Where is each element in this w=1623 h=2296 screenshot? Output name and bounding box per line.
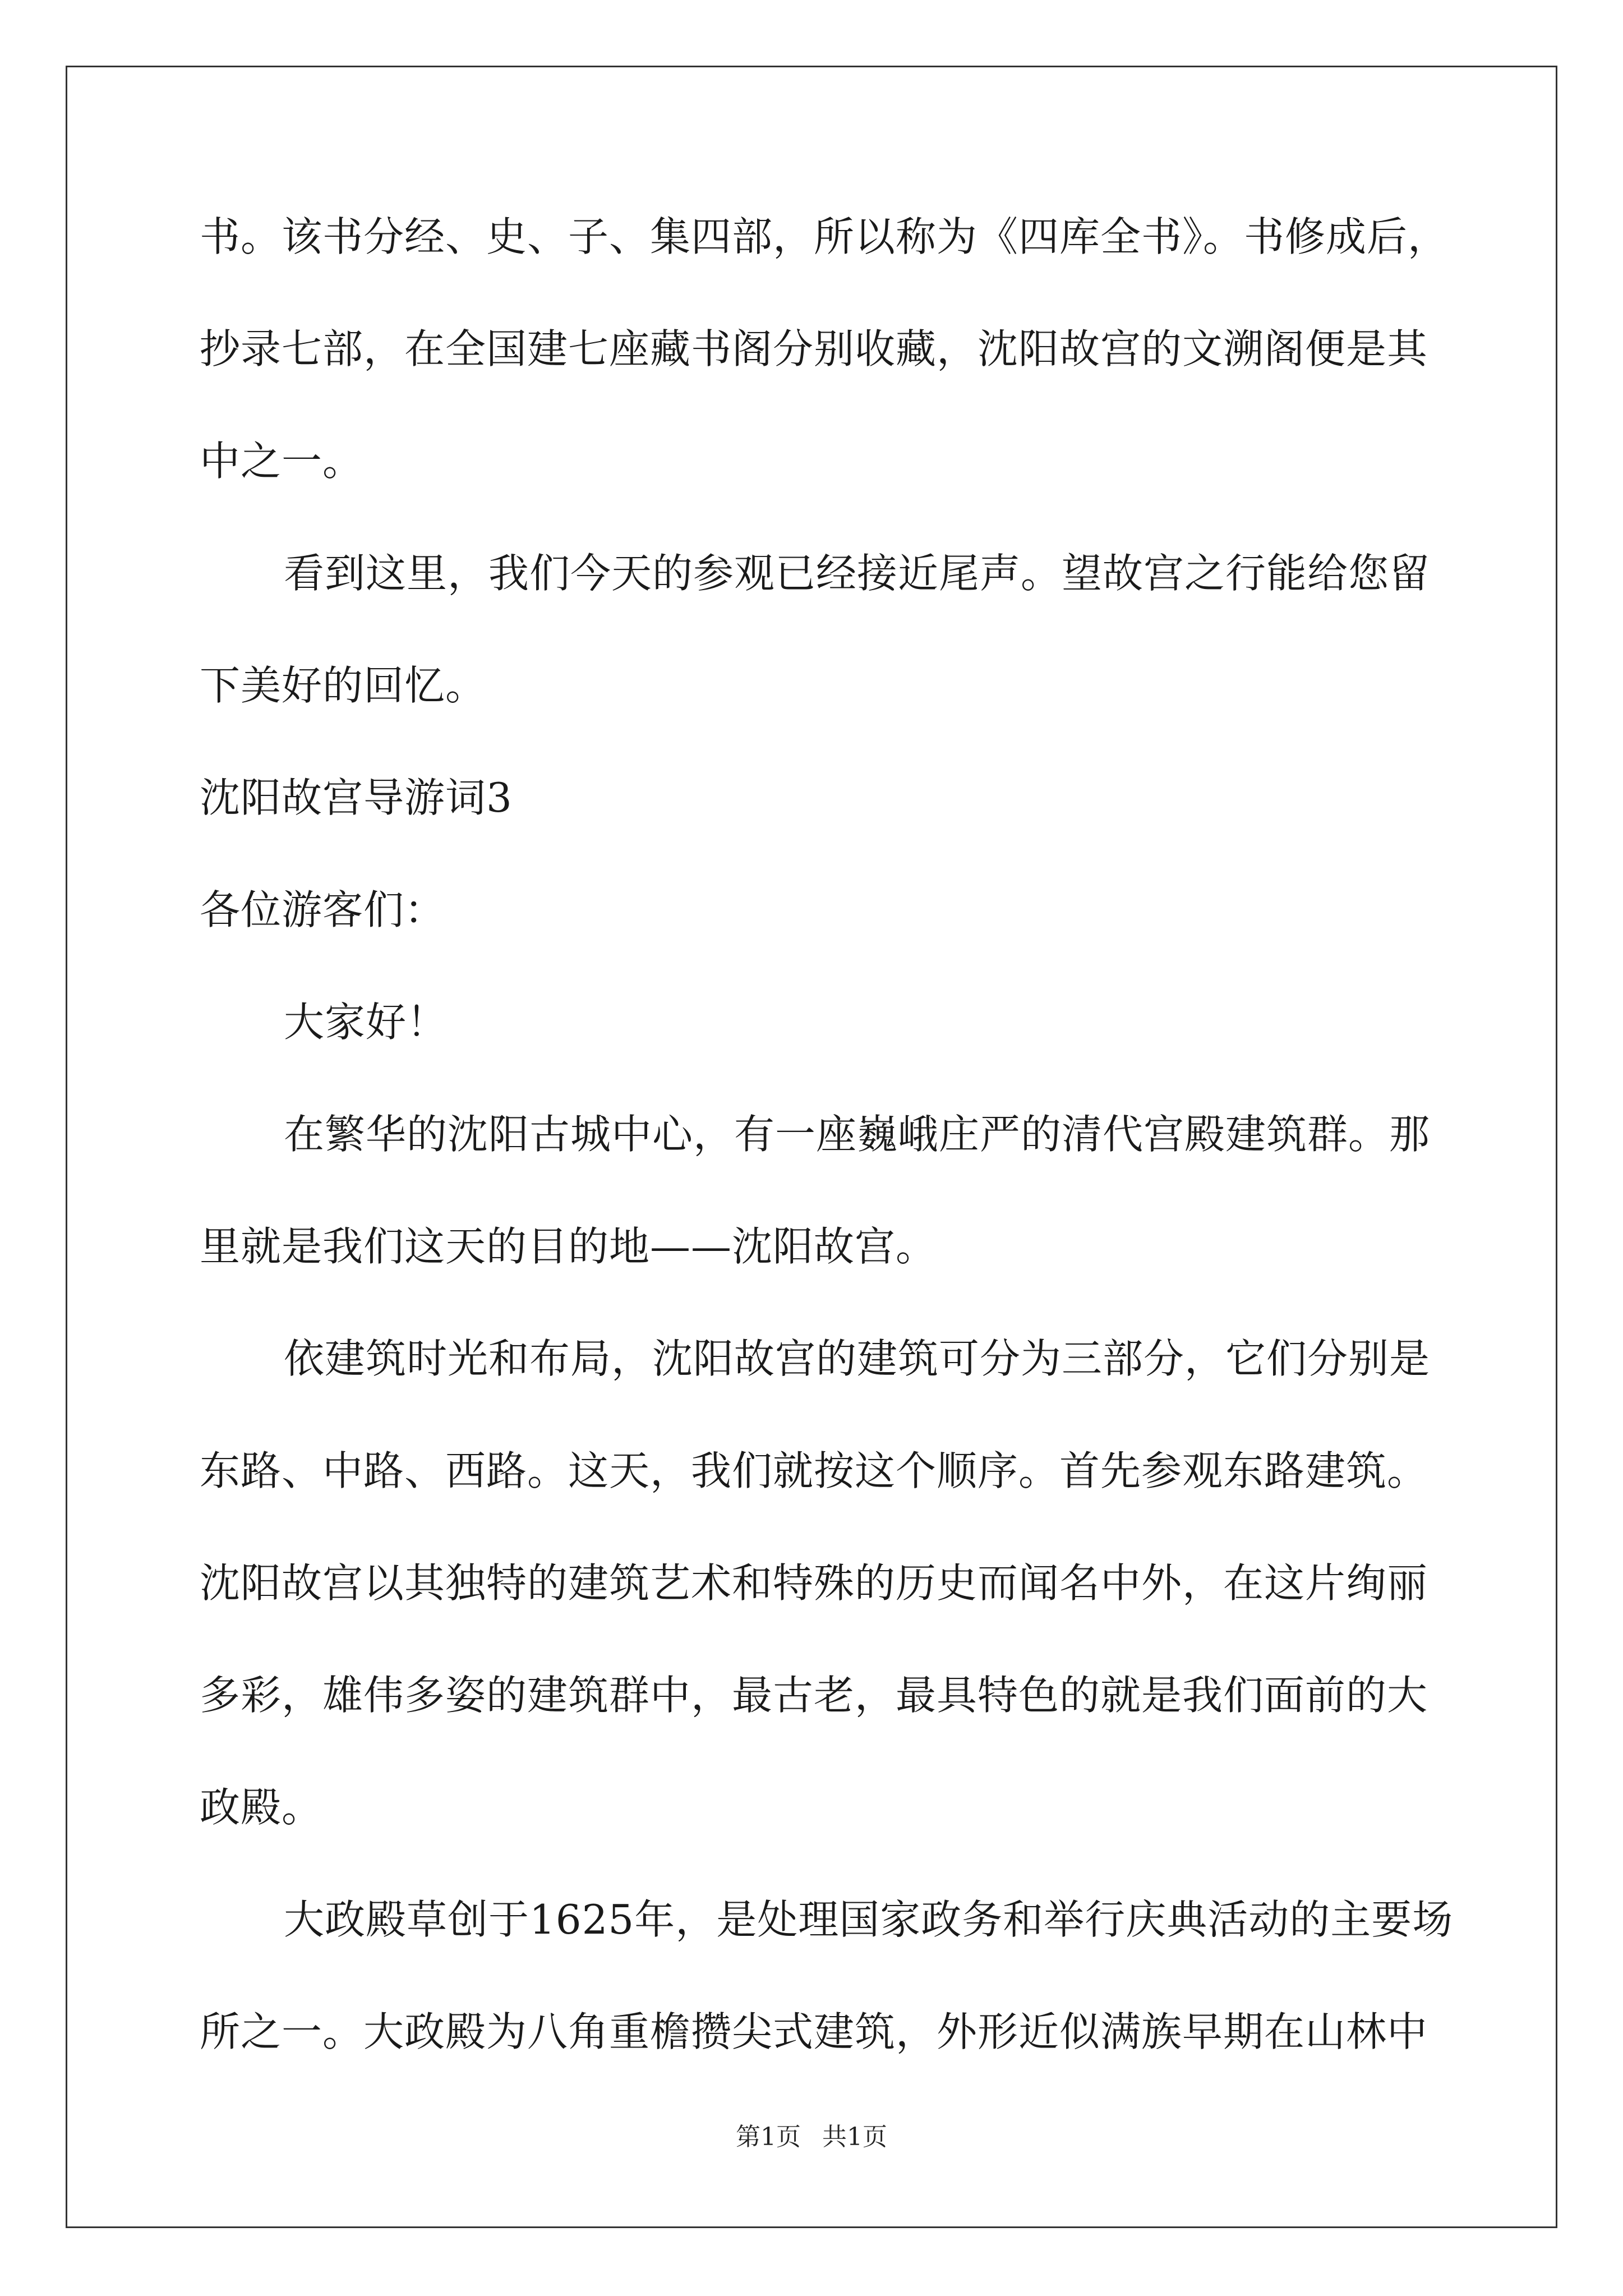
text-line-15: 政殿。 (200, 1784, 323, 1831)
text-line-12: 东路、中路、西路。这天，我们就按这个顺序。首先参观东路建筑。 (200, 1447, 1428, 1494)
document-body (200, 209, 1456, 2116)
text-line-3: 中之一。 (200, 438, 364, 485)
text-line-11: 依建筑时光和布局，沈阳故宫的建筑可分为三部分，它们分别是 (284, 1335, 1431, 1382)
text-line-7: 各位游客们： (200, 886, 446, 933)
text-line-14: 多彩，雄伟多姿的建筑群中，最古老，最具特色的就是我们面前的大 (200, 1672, 1428, 1719)
section-heading: 沈阳故宫导游词3 (200, 774, 513, 821)
text-line-13: 沈阳故宫以其独特的建筑艺术和特殊的历史而闻名中外，在这片绚丽 (200, 1559, 1428, 1607)
text-line-4: 看到这里，我们今天的参观已经接近尾声。望故宫之行能给您留 (284, 550, 1431, 597)
page-total: 共1页 (822, 2123, 887, 2151)
text-line-1: 书。该书分经、史、子、集四部，所以称为《四库全书》。书修成后， (200, 213, 1449, 260)
text-line-2: 抄录七部，在全国建七座藏书阁分别收藏，沈阳故宫的文溯阁便是其 (200, 325, 1428, 372)
text-line-9: 在繁华的沈阳古城中心，有一座巍峨庄严的清代宫殿建筑群。那 (284, 1111, 1431, 1158)
text-line-17: 所之一。大政殿为八角重檐攒尖式建筑，外形近似满族早期在山林中 (200, 2008, 1428, 2055)
page-number: 第1页 (736, 2123, 801, 2151)
text-line-5: 下美好的回忆。 (200, 662, 487, 709)
text-line-16: 大政殿草创于1625年，是处理国家政务和举行庆典活动的主要场 (284, 1896, 1454, 1943)
text-line-8: 大家好！ (284, 999, 448, 1046)
text-line-10: 里就是我们这天的目的地——沈阳故宫。 (200, 1223, 937, 1270)
page-footer (0, 2120, 1623, 2154)
